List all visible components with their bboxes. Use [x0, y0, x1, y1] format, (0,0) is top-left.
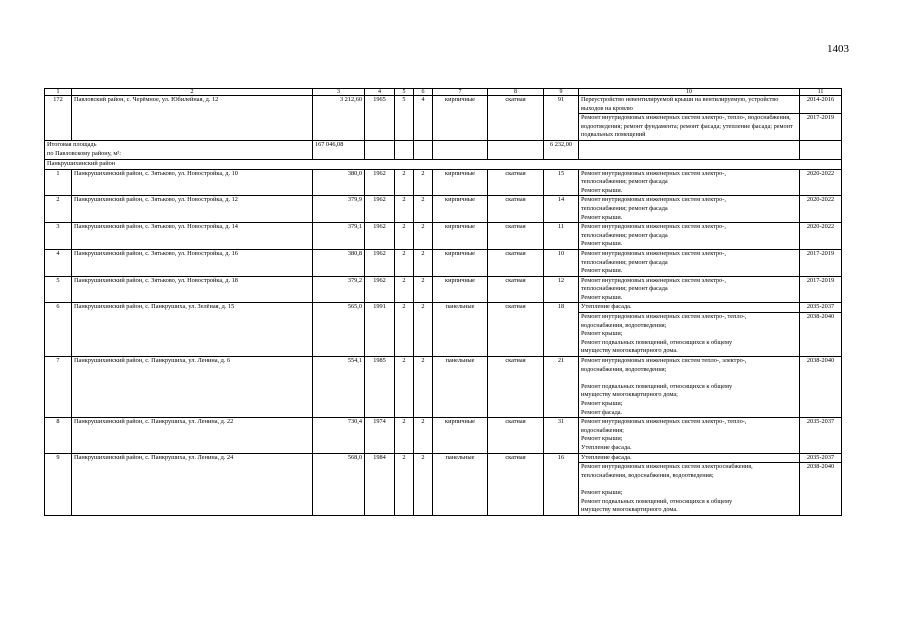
row-number: 172 [45, 96, 72, 141]
row-number: 6 [45, 303, 72, 357]
row-number: 2 [45, 196, 72, 223]
table-row [45, 303, 842, 313]
year-cell: 1962 [365, 249, 395, 276]
year-cell: 1974 [365, 418, 395, 453]
year-cell: 1962 [365, 169, 395, 196]
entrances-cell: 4 [414, 96, 433, 141]
address-cell: Панкрушихинский район, с. Панкрушиха, ул. Ленина, д. 6 [72, 357, 313, 418]
floors-cell: 2 [395, 453, 414, 515]
period-cell: 2020-2022 [800, 196, 842, 223]
area-cell: 380,8 [313, 249, 365, 276]
entrances-cell: 2 [414, 418, 433, 453]
row-number: 5 [45, 276, 72, 303]
wall-material-cell: кирпичные [433, 196, 488, 223]
wall-material-cell: кирпичные [433, 276, 488, 303]
year-cell: 1962 [365, 223, 395, 250]
entrances-cell: 2 [414, 303, 433, 357]
area-cell: 379,9 [313, 196, 365, 223]
column-number: 2 [72, 89, 313, 96]
roof-type-cell: скатная [488, 303, 544, 357]
housing-repair-table [44, 88, 842, 516]
period-cell: 2038-2040 [800, 357, 842, 418]
column-number: 11 [800, 89, 842, 96]
address-cell: Панкрушихинский район, с. Зятьково, ул. Новостройка, д. 16 [72, 249, 313, 276]
year-cell: 1985 [365, 357, 395, 418]
period-cell: 2020-2022 [800, 169, 842, 196]
area-cell: 568,0 [313, 453, 365, 515]
area-cell: 565,0 [313, 303, 365, 357]
apartments-cell: 10 [544, 249, 579, 276]
entrances-cell: 2 [414, 169, 433, 196]
table-body [45, 89, 842, 516]
district-row [45, 159, 842, 169]
column-number-row [45, 89, 842, 96]
roof-type-cell: скатная [488, 276, 544, 303]
table-row [45, 249, 842, 276]
column-number: 4 [365, 89, 395, 96]
apartments-cell: 21 [544, 357, 579, 418]
roof-type-cell: скатная [488, 223, 544, 250]
area-cell: 554,1 [313, 357, 365, 418]
address-cell: Панкрушихинский район, с. Панкрушиха, ул. Ленина, д. 22 [72, 418, 313, 453]
period-cell: 2035-2037 [800, 303, 842, 313]
entrances-cell: 2 [414, 223, 433, 250]
entrances-cell: 2 [414, 196, 433, 223]
address-cell: Панкрушихинский район, с. Зятьково, ул. Новостройка, д. 18 [72, 276, 313, 303]
wall-material-cell: кирпичные [433, 223, 488, 250]
table-row [45, 357, 842, 418]
column-number: 3 [313, 89, 365, 96]
apartments-cell: 18 [544, 303, 579, 357]
works-cell: Ремонт внутридомовых инженерных систем электро-, тепло-, водоснабжения, водоотведения; ремонт фундамента; ремонт фасада; утепление фасада; ремонт подвальных помещений [579, 114, 800, 141]
row-number: 1 [45, 169, 72, 196]
address-cell: Панкрушихинский район, с. Зятьково, ул. Новостройка, д. 10 [72, 169, 313, 196]
period-cell: 2038-2040 [800, 463, 842, 516]
area-cell: 730,4 [313, 418, 365, 453]
floors-cell: 2 [395, 357, 414, 418]
year-cell: 1962 [365, 276, 395, 303]
row-number: 8 [45, 418, 72, 453]
works-cell: Ремонт внутридомовых инженерных систем тепло-, электро-, водоснабжения, водоотведения; Ремонт подвальных помещений, относящихся к общему имуществу многоквартирного дома; Ремонт крыши; Ремонт фасада. [579, 357, 800, 418]
wall-material-cell: кирпичные [433, 249, 488, 276]
works-cell: Ремонт внутридомовых инженерных систем электро-, теплоснабжения; ремонт фасада Ремонт крыши. [579, 223, 800, 250]
table-row [45, 169, 842, 196]
total-apartments: 6 232,00 [544, 140, 579, 159]
total-label: Итоговая площадь по Павловскому району, м²: [45, 140, 313, 159]
district-name: Панкрушихинский район [45, 159, 842, 169]
roof-type-cell: скатная [488, 357, 544, 418]
roof-type-cell: скатная [488, 96, 544, 141]
period-cell: 2038-2040 [800, 313, 842, 357]
column-number: 8 [488, 89, 544, 96]
table-row [45, 223, 842, 250]
period-cell: 2014-2016 [800, 96, 842, 114]
row-number: 9 [45, 453, 72, 515]
floors-cell: 2 [395, 223, 414, 250]
area-cell: 379,1 [313, 223, 365, 250]
area-cell: 379,2 [313, 276, 365, 303]
period-cell: 2017-2019 [800, 249, 842, 276]
column-number: 9 [544, 89, 579, 96]
works-cell: Ремонт внутридомовых инженерных систем электро-, тепло-, водоснабжения; Ремонт крыши; Утепление фасада. [579, 418, 800, 453]
period-cell: 2035-2037 [800, 453, 842, 463]
table-row [45, 276, 842, 303]
column-number: 6 [414, 89, 433, 96]
table-row [45, 453, 842, 463]
floors-cell: 2 [395, 249, 414, 276]
table-row [45, 196, 842, 223]
wall-material-cell: кирпичные [433, 96, 488, 141]
apartments-cell: 11 [544, 223, 579, 250]
total-row [45, 140, 842, 159]
column-number: 5 [395, 89, 414, 96]
roof-type-cell: скатная [488, 169, 544, 196]
column-number: 7 [433, 89, 488, 96]
works-cell: Ремонт внутридомовых инженерных систем электроснабжения, теплоснабжения, водоснабжения, водоотведения; Ремонт крыши; Ремонт подвальных помещений, относящихся к общему имуществу многоквартирного дома. [579, 463, 800, 516]
works-cell: Ремонт внутридомовых инженерных систем электро-, теплоснабжения; ремонт фасада Ремонт крыши. [579, 196, 800, 223]
period-cell: 2017-2019 [800, 114, 842, 141]
empty-cell [365, 140, 395, 159]
works-cell: Утепление фасада. [579, 453, 800, 463]
period-cell: 2017-2019 [800, 276, 842, 303]
year-cell: 1962 [365, 196, 395, 223]
row-number: 7 [45, 357, 72, 418]
wall-material-cell: панельные [433, 357, 488, 418]
works-cell: Ремонт внутридомовых инженерных систем электро-, теплоснабжения; ремонт фасада Ремонт крыши. [579, 249, 800, 276]
wall-material-cell: кирпичные [433, 169, 488, 196]
roof-type-cell: скатная [488, 418, 544, 453]
year-cell: 1984 [365, 453, 395, 515]
empty-cell [579, 140, 800, 159]
period-cell: 2035-2037 [800, 418, 842, 453]
works-cell: Ремонт внутридомовых инженерных систем электро-, тепло-, водоснабжения, водоотведения; Ремонт крыши; Ремонт подвальных помещений, относящихся к общему имуществу многоквартирного дома. [579, 313, 800, 357]
year-cell: 1991 [365, 303, 395, 357]
works-cell: Переустройство невентилируемой крыши на вентилируемую, устройство выходов на кровлю [579, 96, 800, 114]
apartments-cell: 16 [544, 453, 579, 515]
entrances-cell: 2 [414, 276, 433, 303]
wall-material-cell: кирпичные [433, 418, 488, 453]
works-cell: Утепление фасада. [579, 303, 800, 313]
floors-cell: 2 [395, 169, 414, 196]
address-cell: Панкрушихинский район, с. Зятьково, ул. Новостройка, д. 12 [72, 196, 313, 223]
address-cell: Панкрушихинский район, с. Панкрушиха, ул. Ленина, д. 24 [72, 453, 313, 515]
roof-type-cell: скатная [488, 196, 544, 223]
column-number: 1 [45, 89, 72, 96]
address-cell: Панкрушихинский район, с. Зятьково, ул. Новостройка, д. 14 [72, 223, 313, 250]
entrances-cell: 2 [414, 249, 433, 276]
table-row [45, 96, 842, 114]
period-cell: 2020-2022 [800, 223, 842, 250]
wall-material-cell: панельные [433, 453, 488, 515]
column-number: 10 [579, 89, 800, 96]
floors-cell: 2 [395, 196, 414, 223]
total-area: 167 046,08 [313, 140, 365, 159]
floors-cell: 2 [395, 418, 414, 453]
row-number: 3 [45, 223, 72, 250]
floors-cell: 2 [395, 303, 414, 357]
empty-cell [800, 140, 842, 159]
entrances-cell: 2 [414, 453, 433, 515]
page-number: 1403 [827, 43, 849, 55]
roof-type-cell: скатная [488, 453, 544, 515]
table-row [45, 418, 842, 453]
area-cell: 380,0 [313, 169, 365, 196]
roof-type-cell: скатная [488, 249, 544, 276]
apartments-cell: 91 [544, 96, 579, 141]
address-cell: Павловский район, с. Черёмное, ул. Юбилейная, д. 12 [72, 96, 313, 141]
apartments-cell: 12 [544, 276, 579, 303]
apartments-cell: 15 [544, 169, 579, 196]
empty-cell [433, 140, 488, 159]
floors-cell: 2 [395, 276, 414, 303]
apartments-cell: 31 [544, 418, 579, 453]
empty-cell [395, 140, 414, 159]
wall-material-cell: панельные [433, 303, 488, 357]
empty-cell [414, 140, 433, 159]
works-cell: Ремонт внутридомовых инженерных систем электро-, теплоснабжения; ремонт фасада Ремонт крыши. [579, 169, 800, 196]
empty-cell [488, 140, 544, 159]
area-cell: 3 212,60 [313, 96, 365, 141]
apartments-cell: 14 [544, 196, 579, 223]
entrances-cell: 2 [414, 357, 433, 418]
works-cell: Ремонт внутридомовых инженерных систем электро-, теплоснабжения; ремонт фасада Ремонт крыши. [579, 276, 800, 303]
floors-cell: 5 [395, 96, 414, 141]
row-number: 4 [45, 249, 72, 276]
year-cell: 1965 [365, 96, 395, 141]
address-cell: Панкрушихинский район, с. Панкрушиха, ул. Зелёная, д. 15 [72, 303, 313, 357]
